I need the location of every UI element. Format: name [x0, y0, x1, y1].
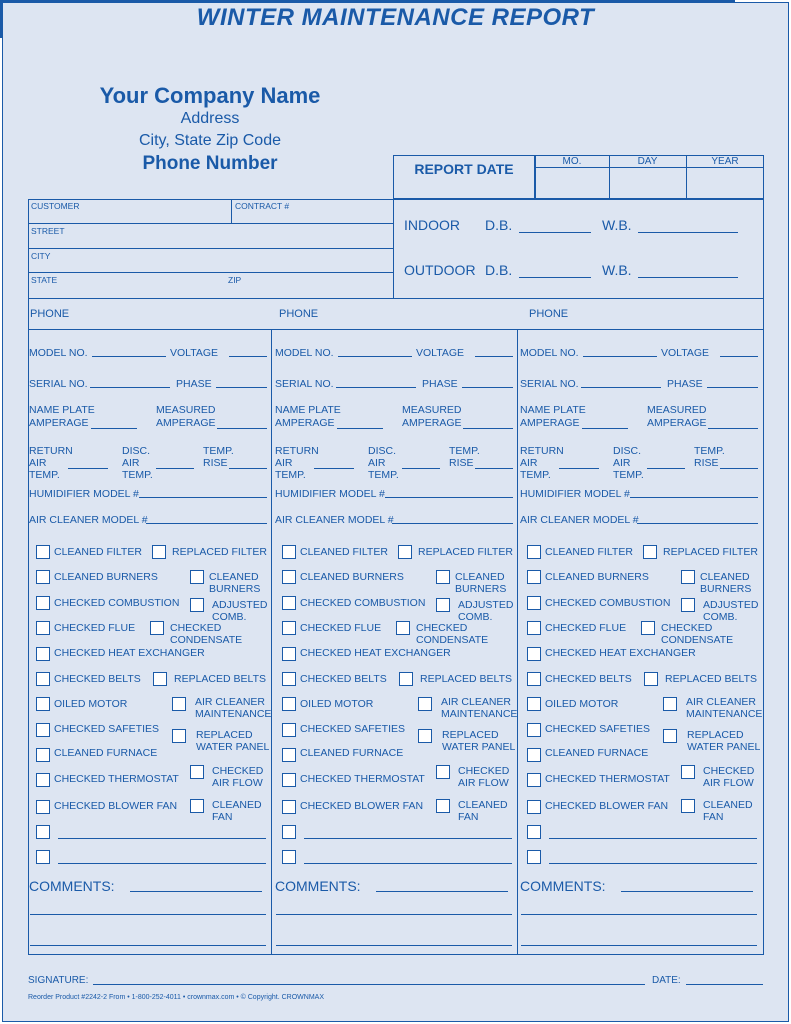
checked-condensate-label-2: CONDENSATE: [416, 634, 489, 646]
phase-field[interactable]: [216, 387, 267, 388]
checked-air-flow-checkbox[interactable]: [190, 765, 204, 779]
zip-field[interactable]: [246, 284, 391, 296]
cleaned-filter-checkbox[interactable]: [282, 545, 296, 559]
temp-rise-field[interactable]: [229, 468, 267, 469]
replaced-belts-label: REPLACED BELTS: [420, 673, 513, 685]
comments-line-2[interactable]: [521, 914, 757, 915]
outdoor-db-label: D.B.: [485, 262, 513, 278]
phone-field-3[interactable]: [571, 302, 761, 326]
checked-belts-label: CHECKED BELTS: [545, 673, 632, 685]
report-date-month-label: MO.: [562, 156, 582, 167]
blank-item-1-field[interactable]: [58, 838, 266, 839]
blank-item-2-field[interactable]: [549, 863, 757, 864]
disc-air-label: AIR: [613, 457, 631, 469]
checked-condensate-checkbox[interactable]: [150, 621, 164, 635]
humidifier-model-field[interactable]: [139, 497, 267, 498]
replaced-filter-checkbox[interactable]: [398, 545, 412, 559]
phase-field[interactable]: [462, 387, 513, 388]
disc-air-temp-field[interactable]: [647, 468, 685, 469]
checked-condensate-label-1: CHECKED: [170, 622, 222, 634]
checked-belts-label: CHECKED BELTS: [300, 673, 387, 685]
temp-rise-field[interactable]: [475, 468, 513, 469]
replaced-water-panel-checkbox[interactable]: [663, 729, 677, 743]
oiled-motor-checkbox[interactable]: [282, 697, 296, 711]
checked-flue-label: CHECKED FLUE: [545, 622, 627, 634]
signature-label: SIGNATURE:: [28, 975, 89, 986]
blank-item-1-checkbox[interactable]: [36, 825, 50, 839]
cleaned-filter-label: CLEANED FILTER: [54, 546, 142, 558]
comments-line-2[interactable]: [30, 914, 266, 915]
cleaned-burners-2-label-2: BURNERS: [209, 583, 261, 595]
model-no-label: MODEL NO.: [275, 347, 334, 359]
cleaned-filter-checkbox[interactable]: [527, 545, 541, 559]
blank-item-2-field[interactable]: [58, 863, 266, 864]
cleaned-furnace-checkbox[interactable]: [282, 748, 296, 762]
name-plate-label: NAME PLATE: [29, 404, 95, 416]
date-label: DATE:: [652, 975, 681, 986]
air-cleaner-model-field[interactable]: [637, 523, 758, 524]
checked-thermostat-checkbox[interactable]: [282, 773, 296, 787]
indoor-label: INDOOR: [404, 217, 460, 233]
replaced-filter-label: REPLACED FILTER: [418, 546, 513, 558]
cleaned-filter-label: CLEANED FILTER: [300, 546, 388, 558]
replaced-filter-label: REPLACED FILTER: [663, 546, 758, 558]
serial-no-label: SERIAL NO.: [520, 378, 579, 390]
checked-belts-label: CHECKED BELTS: [54, 673, 141, 685]
indoor-wb-label: W.B.: [602, 217, 632, 233]
company-name: Your Company Name: [99, 83, 321, 108]
return-label: RETURN: [29, 445, 73, 457]
voltage-label: VOLTAGE: [661, 347, 710, 359]
air-cleaner-maintenance-checkbox[interactable]: [418, 697, 432, 711]
serial-no-field[interactable]: [336, 387, 416, 388]
replaced-filter-label: REPLACED FILTER: [172, 546, 267, 558]
checked-air-flow-checkbox[interactable]: [681, 765, 695, 779]
checked-belts-checkbox[interactable]: [282, 672, 296, 686]
comb-label: COMB.: [212, 611, 247, 623]
phone-label-1: PHONE: [30, 308, 70, 320]
report-date-label: REPORT DATE: [414, 161, 514, 177]
replaced-water-panel-label-1: REPLACED: [687, 729, 744, 741]
measured-amperage-label: AMPERAGE: [402, 417, 462, 429]
comments-line-3[interactable]: [30, 945, 266, 946]
comments-label: COMMENTS:: [520, 878, 606, 894]
checked-flue-checkbox[interactable]: [282, 621, 296, 635]
checked-air-flow-label-2: AIR FLOW: [212, 777, 263, 789]
model-no-field[interactable]: [92, 356, 166, 357]
blank-item-2-checkbox[interactable]: [282, 850, 296, 864]
phase-label: PHASE: [176, 378, 212, 390]
rise-label: RISE: [694, 457, 719, 469]
cleaned-fan-label-2: FAN: [212, 811, 233, 823]
zip-label: ZIP: [228, 275, 242, 285]
disc-air-label: AIR: [368, 457, 386, 469]
return-temp-label: TEMP.: [520, 469, 551, 481]
cleaned-fan-label-1: CLEANED: [458, 799, 508, 811]
checked-thermostat-label: CHECKED THERMOSTAT: [300, 773, 425, 785]
model-no-label: MODEL NO.: [520, 347, 579, 359]
cleaned-furnace-checkbox[interactable]: [527, 748, 541, 762]
measured-amperage-field[interactable]: [463, 428, 513, 429]
date-field[interactable]: [686, 984, 763, 985]
cleaned-fan-label-1: CLEANED: [212, 799, 262, 811]
cleaned-burners-2-checkbox[interactable]: [436, 570, 450, 584]
street-field[interactable]: [29, 235, 391, 247]
measured-label: MEASURED: [402, 404, 462, 416]
oiled-motor-label: OILED MOTOR: [54, 698, 128, 710]
return-label: RETURN: [520, 445, 564, 457]
report-date-box: [393, 155, 535, 199]
cleaned-filter-label: CLEANED FILTER: [545, 546, 633, 558]
indoor-db-field[interactable]: [519, 232, 591, 233]
checked-condensate-label-1: CHECKED: [416, 622, 468, 634]
disc-air-temp-field[interactable]: [156, 468, 194, 469]
state-label: STATE: [31, 275, 58, 285]
air-cleaner-model-label: AIR CLEANER MODEL #: [275, 514, 394, 526]
disc-temp-label: TEMP.: [613, 469, 644, 481]
air-cleaner-model-field[interactable]: [392, 523, 513, 524]
name-plate-amperage-label: AMPERAGE: [275, 417, 335, 429]
cleaned-burners-checkbox[interactable]: [527, 570, 541, 584]
oiled-motor-checkbox[interactable]: [36, 697, 50, 711]
air-cleaner-maintenance-label-1: AIR CLEANER: [441, 696, 512, 708]
rise-label: RISE: [449, 457, 474, 469]
replaced-belts-checkbox[interactable]: [399, 672, 413, 686]
customer-label: CUSTOMER: [31, 201, 80, 211]
air-cleaner-maintenance-label-1: AIR CLEANER: [195, 696, 266, 708]
cleaned-fan-label-2: FAN: [458, 811, 479, 823]
air-cleaner-model-label: AIR CLEANER MODEL #: [520, 514, 639, 526]
cleaned-burners-checkbox[interactable]: [36, 570, 50, 584]
state-field[interactable]: [29, 284, 224, 296]
checked-combustion-checkbox[interactable]: [282, 596, 296, 610]
air-cleaner-maintenance-label-1: AIR CLEANER: [686, 696, 757, 708]
contract-label: CONTRACT #: [235, 201, 290, 211]
report-date-year-label: YEAR: [711, 156, 739, 167]
measured-label: MEASURED: [647, 404, 707, 416]
checked-thermostat-label: CHECKED THERMOSTAT: [545, 773, 670, 785]
temp-rise-field[interactable]: [720, 468, 758, 469]
cleaned-burners-checkbox[interactable]: [282, 570, 296, 584]
report-date-month-field[interactable]: [536, 168, 608, 198]
blank-item-1-checkbox[interactable]: [282, 825, 296, 839]
name-plate-amperage-field[interactable]: [337, 428, 383, 429]
adjusted-comb-checkbox[interactable]: [436, 598, 450, 612]
cleaned-fan-label-1: CLEANED: [703, 799, 753, 811]
replaced-water-panel-label-2: WATER PANEL: [687, 741, 761, 753]
report-date-year-field[interactable]: [687, 168, 763, 198]
checked-thermostat-checkbox[interactable]: [36, 773, 50, 787]
company-address: Address: [180, 110, 240, 127]
checked-air-flow-label-1: CHECKED: [458, 765, 510, 777]
measured-amperage-field[interactable]: [217, 428, 267, 429]
model-no-field[interactable]: [583, 356, 657, 357]
blank-item-2-field[interactable]: [304, 863, 512, 864]
checked-blower-fan-checkbox[interactable]: [36, 800, 50, 814]
air-cleaner-maintenance-label-2: MAINTENANCE: [441, 708, 518, 720]
voltage-field[interactable]: [720, 356, 758, 357]
checked-thermostat-label: CHECKED THERMOSTAT: [54, 773, 179, 785]
measured-amperage-label: AMPERAGE: [647, 417, 707, 429]
comments-line-2[interactable]: [276, 914, 512, 915]
cleaned-burners-2-label-1: CLEANED: [455, 571, 505, 583]
return-air-temp-field[interactable]: [559, 468, 599, 469]
disc-label: DISC.: [368, 445, 397, 457]
comments-line-3[interactable]: [521, 945, 757, 946]
blank-item-2-checkbox[interactable]: [527, 850, 541, 864]
phase-label: PHASE: [422, 378, 458, 390]
humidifier-model-field[interactable]: [385, 497, 513, 498]
cleaned-burners-2-label-2: BURNERS: [700, 583, 752, 595]
checked-safeties-label: CHECKED SAFETIES: [300, 723, 406, 735]
footer-reorder: Reorder Product #2242-2 From • 1-800-252-4011 • crownmax.com • © Copyright. CROWNMAX: [28, 994, 324, 1001]
replaced-belts-checkbox[interactable]: [644, 672, 658, 686]
rise-label: RISE: [203, 457, 228, 469]
adjusted-comb-checkbox[interactable]: [190, 598, 204, 612]
customer-field[interactable]: [29, 210, 229, 222]
cleaned-burners-label: CLEANED BURNERS: [300, 571, 404, 583]
comb-label: COMB.: [703, 611, 738, 623]
signature-field[interactable]: [93, 984, 645, 985]
phone-label-3: PHONE: [529, 308, 569, 320]
checked-thermostat-checkbox[interactable]: [527, 773, 541, 787]
checked-flue-checkbox[interactable]: [36, 621, 50, 635]
disc-temp-label: TEMP.: [368, 469, 399, 481]
checked-heat-exchanger-checkbox[interactable]: [282, 647, 296, 661]
measured-label: MEASURED: [156, 404, 216, 416]
cleaned-fan-checkbox[interactable]: [436, 799, 450, 813]
voltage-label: VOLTAGE: [416, 347, 465, 359]
return-air-label: AIR: [29, 457, 47, 469]
name-plate-label: NAME PLATE: [275, 404, 341, 416]
disc-label: DISC.: [122, 445, 151, 457]
cleaned-burners-2-label-1: CLEANED: [209, 571, 259, 583]
name-plate-amperage-field[interactable]: [91, 428, 137, 429]
checked-air-flow-checkbox[interactable]: [436, 765, 450, 779]
company-phone: Phone Number: [142, 153, 278, 174]
name-plate-amperage-field[interactable]: [582, 428, 628, 429]
oiled-motor-label: OILED MOTOR: [300, 698, 374, 710]
air-cleaner-model-label: AIR CLEANER MODEL #: [29, 514, 148, 526]
oiled-motor-checkbox[interactable]: [527, 697, 541, 711]
phone-field-1[interactable]: [72, 302, 272, 326]
checked-safeties-checkbox[interactable]: [282, 723, 296, 737]
checked-blower-fan-label: CHECKED BLOWER FAN: [545, 800, 669, 812]
checked-condensate-label-2: CONDENSATE: [170, 634, 243, 646]
measured-amperage-field[interactable]: [708, 428, 758, 429]
checked-combustion-label: CHECKED COMBUSTION: [300, 597, 426, 609]
serial-no-label: SERIAL NO.: [275, 378, 334, 390]
checked-blower-fan-checkbox[interactable]: [527, 800, 541, 814]
checked-flue-label: CHECKED FLUE: [300, 622, 382, 634]
checked-blower-fan-label: CHECKED BLOWER FAN: [300, 800, 424, 812]
serial-no-field[interactable]: [90, 387, 170, 388]
checked-heat-exchanger-checkbox[interactable]: [36, 647, 50, 661]
serial-no-field[interactable]: [581, 387, 661, 388]
humidifier-model-label: HUMIDIFIER MODEL #: [275, 488, 385, 500]
disc-temp-label: TEMP.: [122, 469, 153, 481]
checked-blower-fan-label: CHECKED BLOWER FAN: [54, 800, 178, 812]
comb-label: COMB.: [458, 611, 493, 623]
page-title: WINTER MAINTENANCE REPORT: [196, 4, 595, 31]
return-label: RETURN: [275, 445, 319, 457]
air-cleaner-model-field[interactable]: [146, 523, 267, 524]
checked-air-flow-label-1: CHECKED: [212, 765, 264, 777]
adjusted-label: ADJUSTED: [458, 599, 514, 611]
phase-label: PHASE: [667, 378, 703, 390]
checked-air-flow-label-1: CHECKED: [703, 765, 755, 777]
measured-amperage-label: AMPERAGE: [156, 417, 216, 429]
return-air-temp-field[interactable]: [314, 468, 354, 469]
temp-label: TEMP.: [203, 445, 234, 457]
name-plate-label: NAME PLATE: [520, 404, 586, 416]
checked-heat-exchanger-label: CHECKED HEAT EXCHANGER: [545, 647, 696, 659]
air-cleaner-maintenance-checkbox[interactable]: [172, 697, 186, 711]
phone-label-2: PHONE: [279, 308, 319, 320]
blank-item-1-field[interactable]: [304, 838, 512, 839]
disc-label: DISC.: [613, 445, 642, 457]
checked-heat-exchanger-label: CHECKED HEAT EXCHANGER: [300, 647, 451, 659]
blank-item-1-field[interactable]: [549, 838, 757, 839]
checked-heat-exchanger-label: CHECKED HEAT EXCHANGER: [54, 647, 205, 659]
temp-label: TEMP.: [694, 445, 725, 457]
checked-condensate-checkbox[interactable]: [641, 621, 655, 635]
replaced-filter-checkbox[interactable]: [152, 545, 166, 559]
return-air-label: AIR: [275, 457, 293, 469]
blank-item-2-checkbox[interactable]: [36, 850, 50, 864]
name-plate-amperage-label: AMPERAGE: [29, 417, 89, 429]
cleaned-burners-label: CLEANED BURNERS: [54, 571, 158, 583]
comments-line-3[interactable]: [276, 945, 512, 946]
replaced-water-panel-label-2: WATER PANEL: [442, 741, 516, 753]
phase-field[interactable]: [707, 387, 758, 388]
contract-field[interactable]: [233, 210, 391, 222]
model-no-field[interactable]: [338, 356, 412, 357]
air-cleaner-maintenance-label-2: MAINTENANCE: [686, 708, 763, 720]
cleaned-burners-2-label-2: BURNERS: [455, 583, 507, 595]
outdoor-db-field[interactable]: [519, 277, 591, 278]
comments-label: COMMENTS:: [275, 878, 361, 894]
cleaned-furnace-checkbox[interactable]: [36, 748, 50, 762]
checked-condensate-checkbox[interactable]: [396, 621, 410, 635]
cleaned-burners-label: CLEANED BURNERS: [545, 571, 649, 583]
voltage-field[interactable]: [229, 356, 267, 357]
voltage-label: VOLTAGE: [170, 347, 219, 359]
cleaned-furnace-label: CLEANED FURNACE: [300, 747, 404, 759]
checked-air-flow-label-2: AIR FLOW: [458, 777, 509, 789]
disc-air-temp-field[interactable]: [402, 468, 440, 469]
checked-combustion-label: CHECKED COMBUSTION: [545, 597, 671, 609]
checked-belts-checkbox[interactable]: [527, 672, 541, 686]
checked-safeties-label: CHECKED SAFETIES: [545, 723, 651, 735]
humidifier-model-label: HUMIDIFIER MODEL #: [520, 488, 630, 500]
humidifier-model-field[interactable]: [630, 497, 758, 498]
replaced-water-panel-label-1: REPLACED: [196, 729, 253, 741]
checked-heat-exchanger-checkbox[interactable]: [527, 647, 541, 661]
checked-flue-label: CHECKED FLUE: [54, 622, 136, 634]
checked-flue-checkbox[interactable]: [527, 621, 541, 635]
oiled-motor-label: OILED MOTOR: [545, 698, 619, 710]
checked-safeties-checkbox[interactable]: [36, 723, 50, 737]
adjusted-comb-checkbox[interactable]: [681, 598, 695, 612]
name-plate-amperage-label: AMPERAGE: [520, 417, 580, 429]
blank-item-1-checkbox[interactable]: [527, 825, 541, 839]
comments-line-1[interactable]: [621, 891, 753, 892]
checked-combustion-checkbox[interactable]: [527, 596, 541, 610]
cleaned-fan-checkbox[interactable]: [681, 799, 695, 813]
checked-blower-fan-checkbox[interactable]: [282, 800, 296, 814]
cleaned-burners-2-checkbox[interactable]: [681, 570, 695, 584]
checked-combustion-label: CHECKED COMBUSTION: [54, 597, 180, 609]
air-cleaner-maintenance-checkbox[interactable]: [663, 697, 677, 711]
checked-combustion-checkbox[interactable]: [36, 596, 50, 610]
title-bar: [0, 0, 735, 38]
cleaned-burners-2-label-1: CLEANED: [700, 571, 750, 583]
return-temp-label: TEMP.: [275, 469, 306, 481]
street-label: STREET: [31, 226, 65, 236]
cleaned-fan-label-2: FAN: [703, 811, 724, 823]
return-temp-label: TEMP.: [29, 469, 60, 481]
adjusted-label: ADJUSTED: [212, 599, 268, 611]
outdoor-label: OUTDOOR: [404, 262, 476, 278]
replaced-water-panel-label-2: WATER PANEL: [196, 741, 270, 753]
cleaned-filter-checkbox[interactable]: [36, 545, 50, 559]
replaced-belts-label: REPLACED BELTS: [665, 673, 758, 685]
cleaned-furnace-label: CLEANED FURNACE: [54, 747, 158, 759]
replaced-filter-checkbox[interactable]: [643, 545, 657, 559]
disc-air-label: AIR: [122, 457, 140, 469]
city-label: CITY: [31, 251, 51, 261]
return-air-label: AIR: [520, 457, 538, 469]
outdoor-wb-label: W.B.: [602, 262, 632, 278]
phone-field-2[interactable]: [321, 302, 521, 326]
cleaned-fan-checkbox[interactable]: [190, 799, 204, 813]
adjusted-label: ADJUSTED: [703, 599, 759, 611]
serial-no-label: SERIAL NO.: [29, 378, 88, 390]
air-cleaner-maintenance-label-2: MAINTENANCE: [195, 708, 272, 720]
replaced-belts-checkbox[interactable]: [153, 672, 167, 686]
comments-line-1[interactable]: [130, 891, 262, 892]
checked-condensate-label-1: CHECKED: [661, 622, 713, 634]
report-date-day-label: DAY: [637, 156, 658, 167]
city-field[interactable]: [29, 259, 391, 271]
comments-line-1[interactable]: [376, 891, 508, 892]
replaced-water-panel-checkbox[interactable]: [418, 729, 432, 743]
replaced-water-panel-label-1: REPLACED: [442, 729, 499, 741]
checked-safeties-checkbox[interactable]: [527, 723, 541, 737]
checked-air-flow-label-2: AIR FLOW: [703, 777, 754, 789]
indoor-db-label: D.B.: [485, 217, 513, 233]
report-date-day-field[interactable]: [610, 168, 685, 198]
comments-label: COMMENTS:: [29, 878, 115, 894]
temp-label: TEMP.: [449, 445, 480, 457]
company-city: City, State Zip Code: [139, 132, 281, 149]
humidifier-model-label: HUMIDIFIER MODEL #: [29, 488, 139, 500]
voltage-field[interactable]: [475, 356, 513, 357]
return-air-temp-field[interactable]: [68, 468, 108, 469]
replaced-belts-label: REPLACED BELTS: [174, 673, 267, 685]
indoor-wb-field[interactable]: [638, 232, 738, 233]
replaced-water-panel-checkbox[interactable]: [172, 729, 186, 743]
cleaned-burners-2-checkbox[interactable]: [190, 570, 204, 584]
cleaned-furnace-label: CLEANED FURNACE: [545, 747, 649, 759]
checked-belts-checkbox[interactable]: [36, 672, 50, 686]
checked-condensate-label-2: CONDENSATE: [661, 634, 734, 646]
checked-safeties-label: CHECKED SAFETIES: [54, 723, 160, 735]
outdoor-wb-field[interactable]: [638, 277, 738, 278]
model-no-label: MODEL NO.: [29, 347, 88, 359]
